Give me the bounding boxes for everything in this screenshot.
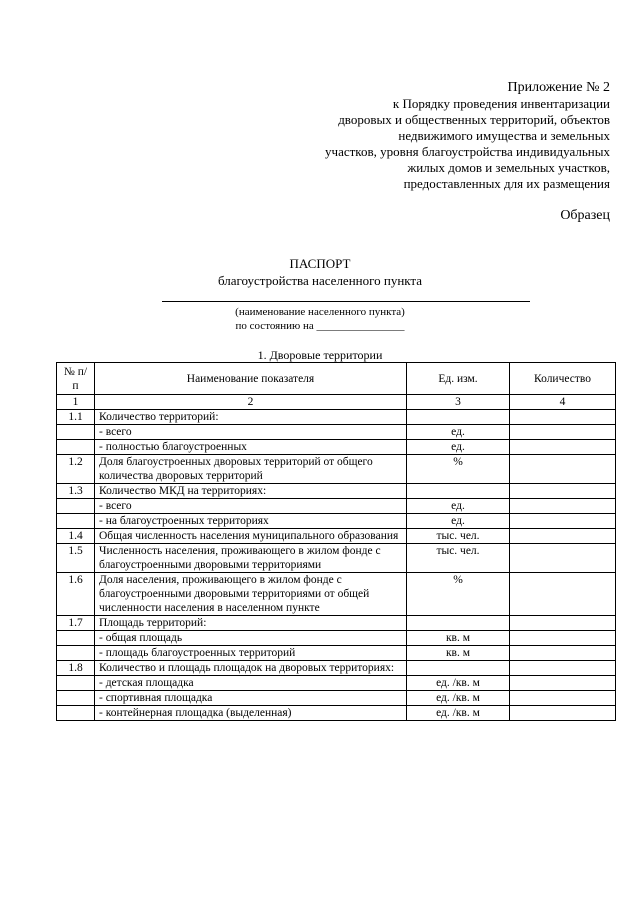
header-qty: Количество: [510, 363, 616, 395]
column-number-row: [57, 395, 616, 410]
row-name-cell: - детская площадка: [95, 676, 407, 691]
row-unit-cell: [407, 484, 510, 499]
row-num-cell: [57, 646, 95, 661]
indicators-table: [56, 362, 616, 721]
row-qty-cell[interactable]: [510, 499, 616, 514]
row-unit-cell: %: [407, 573, 510, 616]
passport-subtitle: благоустройства населенного пункта: [217, 273, 423, 288]
row-name-cell: Доля благоустроенных дворовых территорий от общего количества дворовых территорий: [95, 455, 407, 484]
table-row: [57, 410, 616, 425]
row-qty-cell[interactable]: [510, 646, 616, 661]
row-unit-cell: [407, 410, 510, 425]
row-unit-cell: %: [407, 455, 510, 484]
row-num-cell: 1.6: [57, 573, 95, 616]
settlement-name-line: [162, 301, 530, 302]
row-num-cell: 1.4: [57, 529, 95, 544]
appendix-line: к Порядку проведения инвентаризации: [392, 96, 610, 111]
row-num-cell: [57, 499, 95, 514]
row-qty-cell[interactable]: [510, 455, 616, 484]
row-qty-cell[interactable]: [510, 484, 616, 499]
table-header-row: [57, 363, 616, 395]
row-name-cell: Численность населения, проживающего в жилом фонде с благоустроенными дворовыми территориями: [95, 544, 407, 573]
passport-heading: [0, 255, 640, 289]
row-qty-cell[interactable]: [510, 425, 616, 440]
row-num-cell: 1.7: [57, 616, 95, 631]
row-qty-cell[interactable]: [510, 573, 616, 616]
row-num-cell: 1.5: [57, 544, 95, 573]
header-unit: Ед. изм.: [407, 363, 510, 395]
row-num-cell: [57, 514, 95, 529]
table-row: [57, 499, 616, 514]
row-num-cell: 1.1: [57, 410, 95, 425]
row-num-cell: 1.8: [57, 661, 95, 676]
row-num-cell: [57, 425, 95, 440]
row-qty-cell[interactable]: [510, 706, 616, 721]
row-qty-cell[interactable]: [510, 631, 616, 646]
row-name-cell: - полностью благоустроенных: [95, 440, 407, 455]
row-unit-cell: кв. м: [407, 631, 510, 646]
row-name-cell: - на благоустроенных территориях: [95, 514, 407, 529]
row-qty-cell[interactable]: [510, 410, 616, 425]
row-num-cell: [57, 631, 95, 646]
row-name-cell: - общая площадь: [95, 631, 407, 646]
row-num-cell: [57, 706, 95, 721]
row-name-cell: Количество и площадь площадок на дворовых территориях:: [95, 661, 407, 676]
table-row: [57, 573, 616, 616]
col-number: 1: [57, 395, 95, 410]
header-name: Наименование показателя: [95, 363, 407, 395]
table-row: [57, 455, 616, 484]
section-title: 1. Дворовые территории: [257, 348, 383, 362]
passport-title: ПАСПОРТ: [289, 256, 351, 271]
appendix-line: жилых домов и земельных участков,: [407, 160, 610, 176]
row-name-cell: Количество территорий:: [95, 410, 407, 425]
row-unit-cell: ед. /кв. м: [407, 676, 510, 691]
table-row: [57, 425, 616, 440]
row-qty-cell[interactable]: [510, 691, 616, 706]
table-row: [57, 706, 616, 721]
row-unit-cell: ед.: [407, 514, 510, 529]
row-name-cell: Количество МКД на территориях:: [95, 484, 407, 499]
row-name-cell: Общая численность населения муниципального образования: [95, 529, 407, 544]
sample-label: Образец: [560, 208, 610, 223]
row-qty-cell[interactable]: [510, 616, 616, 631]
row-num-cell: 1.3: [57, 484, 95, 499]
row-unit-cell: [407, 661, 510, 676]
row-num-cell: [57, 691, 95, 706]
row-unit-cell: ед.: [407, 499, 510, 514]
name-caption: (наименование населенного пункта): [235, 306, 405, 318]
row-num-cell: [57, 676, 95, 691]
row-unit-cell: [407, 616, 510, 631]
passport-captions: [0, 305, 640, 333]
table-row: [57, 676, 616, 691]
row-unit-cell: ед. /кв. м: [407, 691, 510, 706]
row-unit-cell: ед. /кв. м: [407, 706, 510, 721]
appendix-line: дворовых и общественных территорий, объектов: [338, 112, 610, 128]
row-num-cell: 1.2: [57, 455, 95, 484]
row-num-cell: [57, 440, 95, 455]
table-row: [57, 646, 616, 661]
row-unit-cell: кв. м: [407, 646, 510, 661]
table-row: [57, 529, 616, 544]
row-name-cell: - всего: [95, 425, 407, 440]
col-number: 4: [510, 395, 616, 410]
row-qty-cell[interactable]: [510, 676, 616, 691]
table-row: [57, 440, 616, 455]
header-num: № п/п: [57, 363, 95, 395]
row-name-cell: Площадь территорий:: [95, 616, 407, 631]
row-qty-cell[interactable]: [510, 661, 616, 676]
table-row: [57, 484, 616, 499]
table-row: [57, 661, 616, 676]
row-unit-cell: тыс. чел.: [407, 544, 510, 573]
col-number: 3: [407, 395, 510, 410]
appendix-block: [280, 80, 610, 193]
table-row: [57, 691, 616, 706]
table-row: [57, 514, 616, 529]
row-qty-cell[interactable]: [510, 529, 616, 544]
appendix-title: Приложение № 2: [507, 80, 610, 95]
row-name-cell: Доля населения, проживающего в жилом фонде с благоустроенными дворовыми территориями от общей численности населения в населенном пункте: [95, 573, 407, 616]
col-number: 2: [95, 395, 407, 410]
row-name-cell: - всего: [95, 499, 407, 514]
row-unit-cell: ед.: [407, 440, 510, 455]
row-name-cell: - площадь благоустроенных территорий: [95, 646, 407, 661]
appendix-line: недвижимого имущества и земельных: [398, 128, 610, 144]
table-row: [57, 616, 616, 631]
row-qty-cell[interactable]: [510, 544, 616, 573]
row-qty-cell[interactable]: [510, 440, 616, 455]
row-name-cell: - контейнерная площадка (выделенная): [95, 706, 407, 721]
row-unit-cell: ед.: [407, 425, 510, 440]
date-caption: по состоянию на ________________: [235, 320, 405, 332]
row-name-cell: - спортивная площадка: [95, 691, 407, 706]
appendix-line: предоставленных для их размещения: [403, 176, 610, 192]
row-unit-cell: тыс. чел.: [407, 529, 510, 544]
row-qty-cell[interactable]: [510, 514, 616, 529]
table-row: [57, 544, 616, 573]
table-row: [57, 631, 616, 646]
appendix-line: участков, уровня благоустройства индивидуальных: [325, 144, 610, 160]
